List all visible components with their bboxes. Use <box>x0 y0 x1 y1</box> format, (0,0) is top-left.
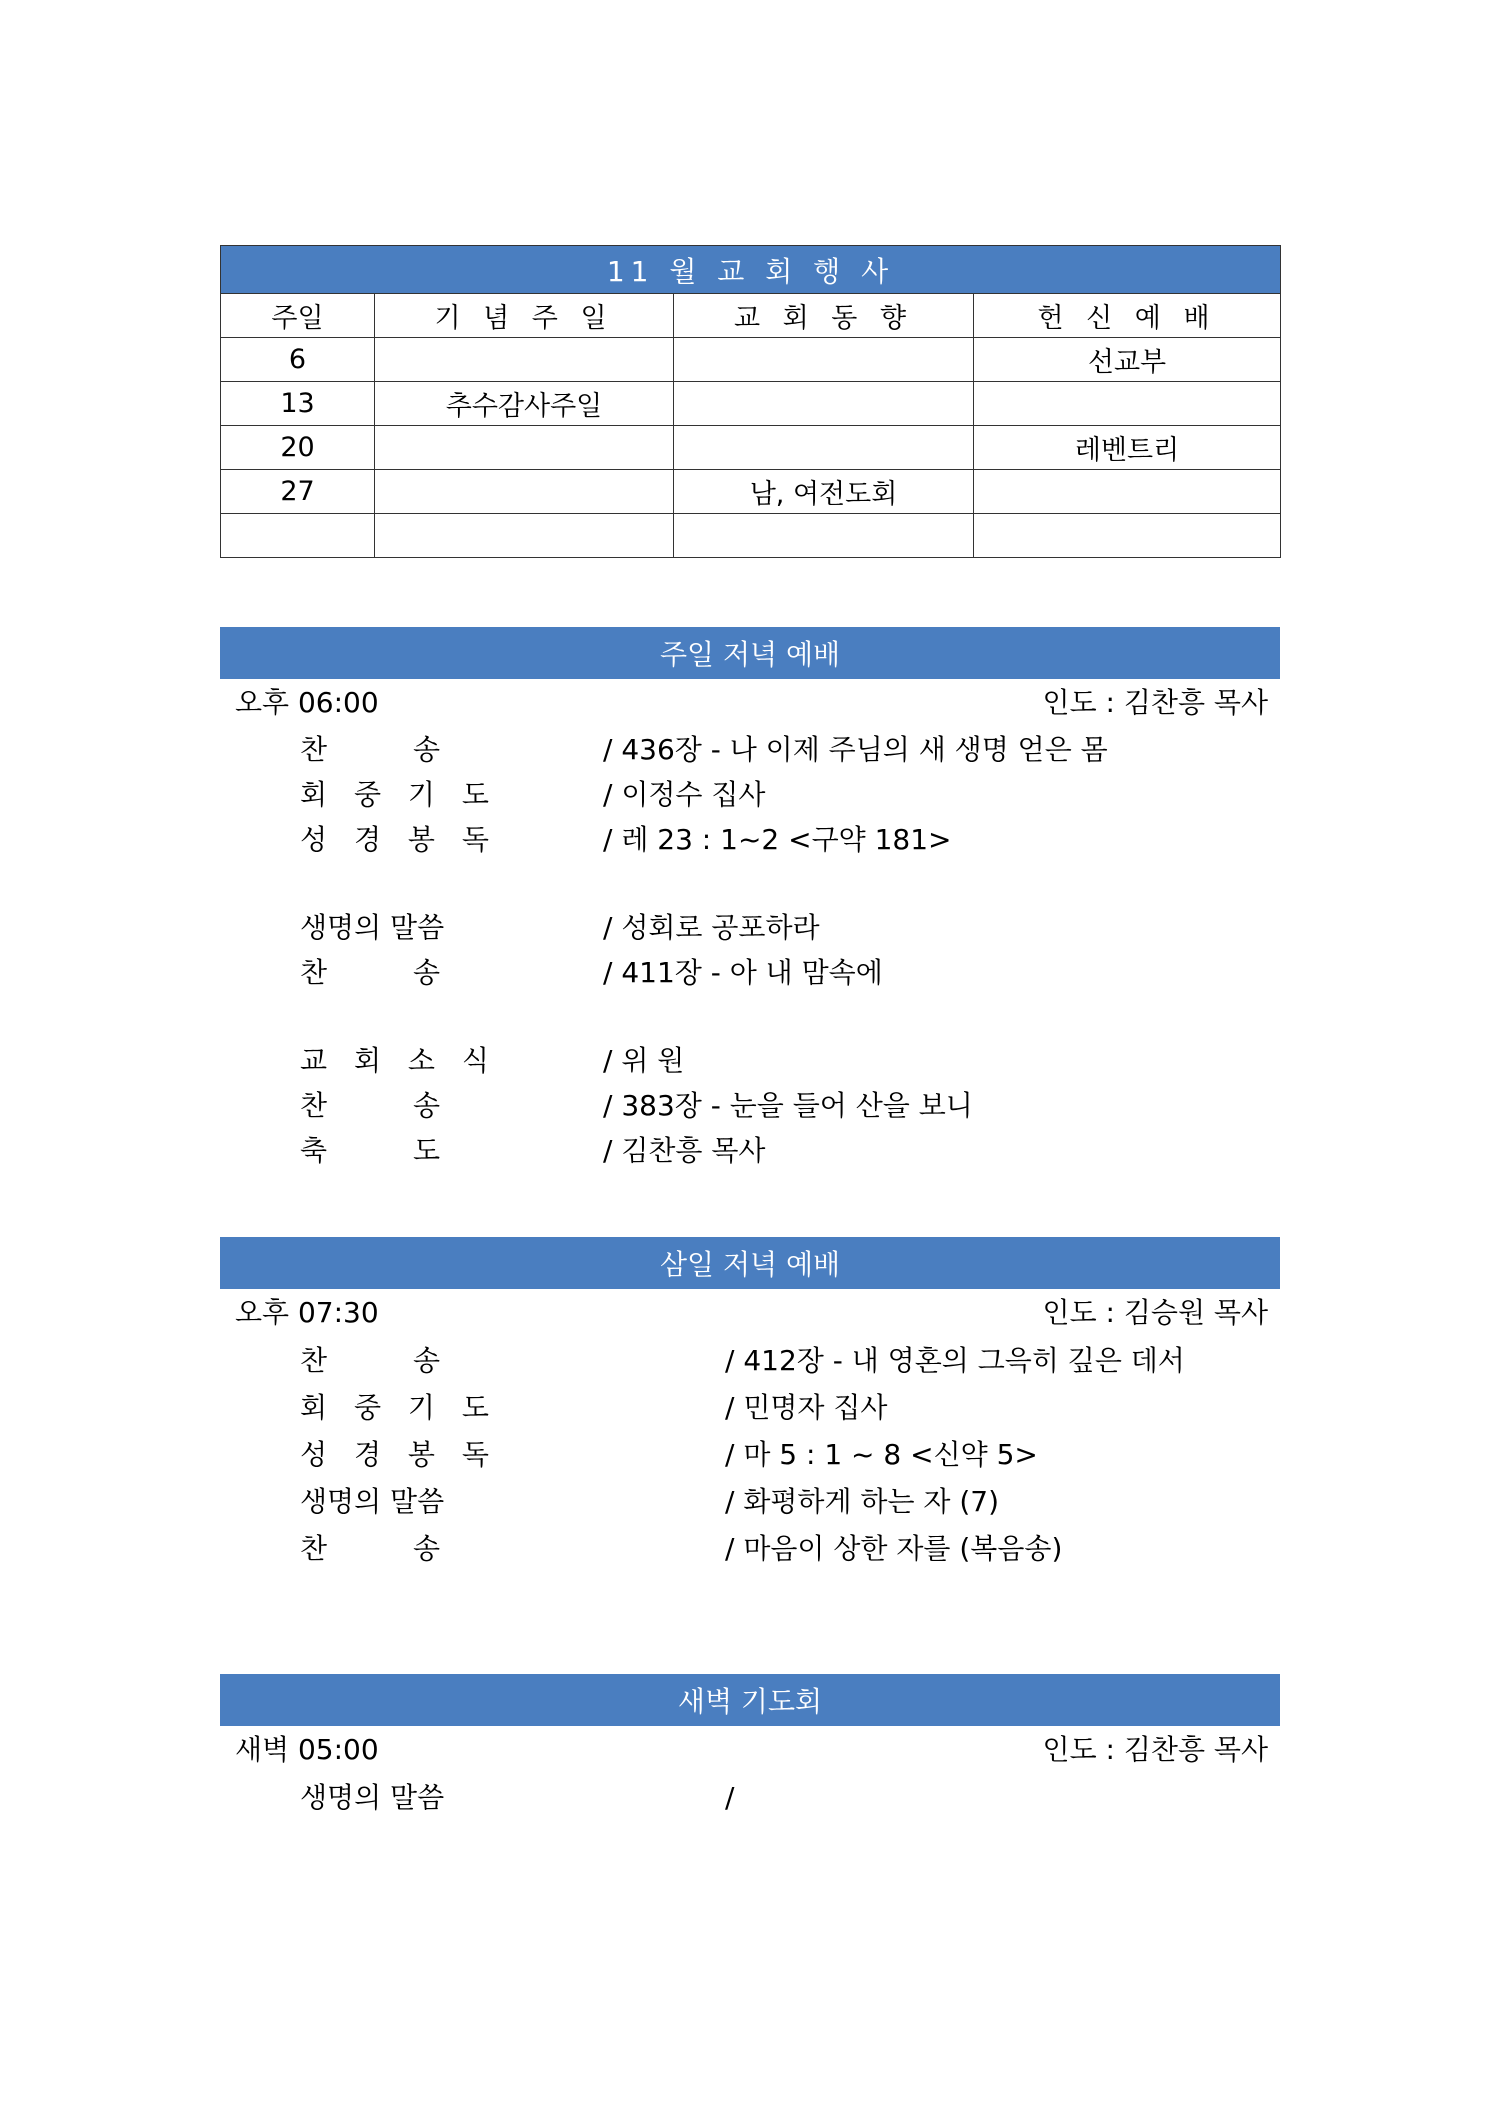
service-time: 새벽 05:00 <box>235 1733 379 1766</box>
table-cell <box>375 470 674 514</box>
table-cell <box>375 514 674 558</box>
service-leader: 인도 : 김찬흥 목사 <box>1042 686 1268 719</box>
order-value: / 383장 - 눈을 들어 산을 보니 <box>603 1089 973 1122</box>
order-value: / <box>725 1781 735 1814</box>
table-cell <box>221 514 375 558</box>
order-value: / 이정수 집사 <box>603 778 766 811</box>
table-row <box>221 426 1281 470</box>
order-label-part: 찬 <box>300 1089 328 1122</box>
order-label: 성 경 봉 독 <box>300 823 498 856</box>
table-header-row <box>221 294 1281 338</box>
order-label-part: 찬 <box>300 1532 328 1565</box>
order-label-part: 찬 <box>300 1344 328 1377</box>
order-label <box>300 1341 440 1381</box>
table-row <box>221 338 1281 382</box>
header-cell: 기 념 주 일 <box>375 294 674 338</box>
table-cell <box>674 338 974 382</box>
table-row <box>221 470 1281 514</box>
order-label: 생명의 말씀 <box>300 1485 445 1518</box>
events-table-title: 11 월 교 회 행 사 <box>221 246 1281 294</box>
order-label <box>300 953 440 993</box>
table-row <box>221 382 1281 426</box>
order-label: 회 중 기 도 <box>300 778 498 811</box>
table-cell <box>674 514 974 558</box>
table-cell <box>974 470 1281 514</box>
table-cell: 20 <box>221 426 375 470</box>
table-cell <box>674 426 974 470</box>
table-cell: 선교부 <box>974 338 1281 382</box>
table-cell: 6 <box>221 338 375 382</box>
table-cell: 27 <box>221 470 375 514</box>
table-cell <box>674 382 974 426</box>
service-leader: 인도 : 김승원 목사 <box>1042 1296 1268 1329</box>
order-label <box>300 730 440 770</box>
order-label <box>300 1131 440 1171</box>
order-value: / 마 5 : 1 ~ 8 <신약 5> <box>725 1438 1038 1471</box>
service-time: 오후 07:30 <box>235 1296 379 1329</box>
order-label-part: 도 <box>412 1134 440 1167</box>
service-leader: 인도 : 김찬흥 목사 <box>1042 1733 1268 1766</box>
order-value: / 412장 - 내 영혼의 그윽히 깊은 데서 <box>725 1344 1185 1377</box>
order-value: / 마음이 상한 자를 (복음송) <box>725 1532 1063 1565</box>
table-cell <box>375 426 674 470</box>
order-label-part: 송 <box>412 956 440 989</box>
table-cell <box>974 382 1281 426</box>
order-label-part: 송 <box>412 1089 440 1122</box>
table-cell <box>375 338 674 382</box>
order-value: / 411장 - 아 내 맘속에 <box>603 956 883 989</box>
order-label-part: 송 <box>412 1344 440 1377</box>
header-cell: 헌 신 예 배 <box>974 294 1281 338</box>
order-label: 생명의 말씀 <box>300 911 445 944</box>
order-value: / 화평하게 하는 자 (7) <box>725 1485 1000 1518</box>
sunday-evening-title: 주일 저녁 예배 <box>220 627 1280 679</box>
order-label: 회 중 기 도 <box>300 1391 498 1424</box>
order-label: 교 회 소 식 <box>300 1044 498 1077</box>
order-value: / 김찬흥 목사 <box>603 1134 766 1167</box>
table-cell <box>974 514 1281 558</box>
order-label: 성 경 봉 독 <box>300 1438 498 1471</box>
order-label: 생명의 말씀 <box>300 1781 445 1814</box>
table-row <box>221 514 1281 558</box>
wednesday-evening-title: 삼일 저녁 예배 <box>220 1237 1280 1289</box>
order-label-part: 찬 <box>300 733 328 766</box>
order-label-part: 찬 <box>300 956 328 989</box>
dawn-prayer-title: 새벽 기도회 <box>220 1674 1280 1726</box>
order-label-part: 송 <box>412 733 440 766</box>
table-cell: 13 <box>221 382 375 426</box>
table-cell: 레벤트리 <box>974 426 1281 470</box>
header-cell: 주일 <box>221 294 375 338</box>
order-value: / 성회로 공포하라 <box>603 911 820 944</box>
church-events-table <box>220 245 1281 558</box>
order-value: / 436장 - 나 이제 주님의 새 생명 얻은 몸 <box>603 733 1108 766</box>
order-value: / 위 원 <box>603 1044 685 1077</box>
order-label <box>300 1086 440 1126</box>
order-label-part: 축 <box>300 1134 328 1167</box>
table-cell: 추수감사주일 <box>375 382 674 426</box>
table-cell: 남, 여전도회 <box>674 470 974 514</box>
header-cell: 교 회 동 향 <box>674 294 974 338</box>
order-value: / 레 23 : 1~2 <구약 181> <box>603 823 952 856</box>
order-label-part: 송 <box>412 1532 440 1565</box>
order-label <box>300 1529 440 1569</box>
order-value: / 민명자 집사 <box>725 1391 888 1424</box>
service-time: 오후 06:00 <box>235 686 379 719</box>
